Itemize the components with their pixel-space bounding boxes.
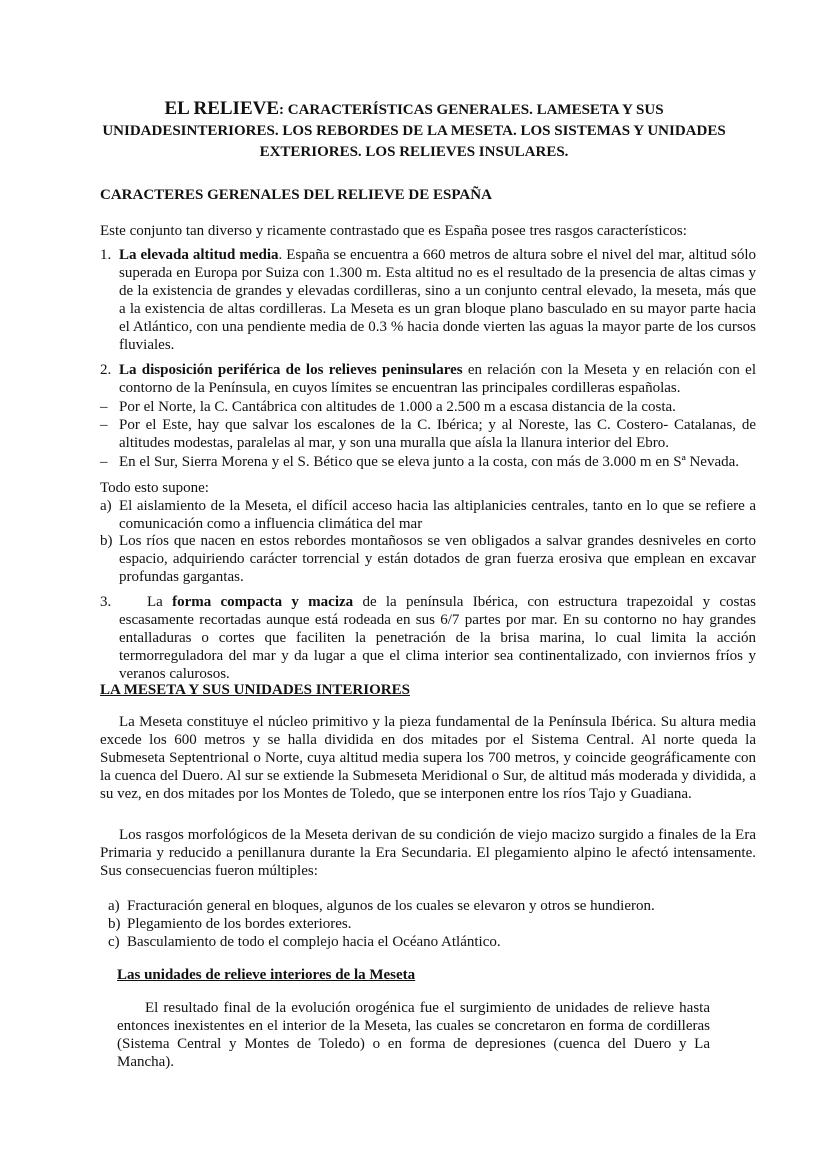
sub-item-text: Los ríos que nacen en estos rebordes montañosos se ven obligados a salvar grandes desniveles en corto espacio, adquiriendo carácter torrencial y están dotados de gran fuerza erosiva que emplean en excavar profundas gargantas. — [119, 533, 756, 585]
dash-item-text: Por el Norte, la C. Cantábrica con altitudes de 1.000 a 2.500 m a escasa distancia de la costa. — [119, 399, 676, 415]
list-item-text: . España se encuentra a 660 metros de altura sobre el nivel del mar, altitud sólo superada en Europa por Suiza con 1.300 m. Esta altitud no es el resultado de la presencia de altas cimas y de la existencia de grandes y elevadas cordilleras, sino a un conjunto central elevado, la meseta, más que a la existencia de altas cordilleras. La Meseta es un gran bloque plano basculado en su mayor parte hacia el Atlántico, con una pendiente media de 0.3 % hacia donde vierten las aguas la mayor parte de los cursos fluviales. — [119, 247, 756, 353]
list-item-text: de la península Ibérica, con estructura trapezoidal y costas escasamente recortadas aunque está rodeada en sus 6/7 partes por mar. En su contorno no hay grandes entalladuras o cortes que faciliten la penetración de la brisa marina, lo cual limita la acción termorreguladora del mar y da lugar a que el clima interior sea continentalizado, con inviernos fríos y veranos calurosos. — [119, 594, 756, 682]
section-heading-caracteres: CARACTERES GERENALES DEL RELIEVE DE ESPAÑA — [100, 187, 492, 203]
dash-marker: – — [100, 454, 108, 470]
document-title — [100, 98, 728, 163]
consequence-text: Basculamiento de todo el complejo hacia el Océano Atlántico. — [127, 934, 501, 950]
dash-marker: – — [100, 417, 108, 433]
list-item-lead: La — [147, 594, 173, 610]
todo-esto-supone: Todo esto supone: — [100, 480, 209, 496]
list-item-body — [119, 593, 756, 683]
list-item-body — [119, 246, 756, 354]
sub-item-text: El aislamiento de la Meseta, el difícil acceso hacia las altiplanicies centrales, tanto en lo que se refiere a comunicación como a influencia climática del mar — [119, 498, 756, 532]
intro-paragraph: Este conjunto tan diverso y ricamente contrastado que es España posee tres rasgos característicos: — [100, 223, 687, 239]
unidades-paragraph: El resultado final de la evolución orogénica fue el surgimiento de unidades de relieve hasta entonces inexistentes en el interior de la Meseta, las cuales se concretaron en forma de cordilleras (Sistema Central y Montes de Toledo) o en forma de depresiones (cuenca del Duero y La Mancha). — [117, 1000, 710, 1070]
meseta-paragraph-2: Los rasgos morfológicos de la Meseta derivan de su condición de viejo macizo surgido a finales de la Era Primaria y reducido a penillanura durante la Era Secundaria. El plegamiento alpino le afectó intensamente. Sus consecuencias fueron múltiples: — [100, 827, 756, 879]
dash-item-text: En el Sur, Sierra Morena y el S. Bético que se eleva junto a la costa, con más de 3.000 m en Sª Nevada. — [119, 454, 740, 470]
consequence-marker: c) — [108, 934, 120, 950]
title-lead: EL RELIEVE — [164, 98, 280, 119]
sub-marker: b) — [100, 533, 113, 549]
subheading-unidades: Las unidades de relieve interiores de la Meseta — [117, 967, 416, 983]
list-item-text: en relación con la Meseta y en relación con el contorno de la Península, en cuyos límites se encuentran las principales cordilleras españolas. — [119, 362, 756, 396]
list-marker: 3. — [100, 594, 112, 610]
list-marker: 2. — [100, 362, 112, 378]
meseta-paragraph-1: La Meseta constituye el núcleo primitivo y la pieza fundamental de la Península Ibérica. Su altura media excede los 600 metros y se halla dividida en dos mitades por el Sistema Central. Al norte queda la Submeseta Septentrional o Norte, cuya altitud media supera los 700 metros, y coincide geográficamente con la cuenca del Duero. Al sur se extiende la Submeseta Meridional o Sur, de altitud más moderada y dividida, a su vez, en dos mitades por los Montes de Toledo, que se interponen entre los ríos Tajo y Guadiana. — [100, 714, 756, 802]
list-marker: 1. — [100, 247, 112, 263]
consequence-text: Fracturación general en bloques, algunos de los cuales se elevaron y otros se hundieron. — [127, 898, 655, 914]
dash-item-text: Por el Este, hay que salvar los escalones de la C. Ibérica; y al Noreste, las C. Costero- Catalanas, de altitudes modestas, paralelas al mar, y son una muralla que aísla la llanura interior del Ebro. — [119, 417, 756, 451]
section-heading-meseta: LA MESETA Y SUS UNIDADES INTERIORES — [100, 682, 410, 698]
list-item-bold: La elevada altitud media — [119, 247, 279, 263]
list-item-bold: La disposición periférica de los relieves peninsulares — [119, 362, 463, 378]
consequence-marker: b) — [108, 916, 121, 932]
list-item-bold: forma compacta y maciza — [172, 594, 354, 610]
consequence-marker: a) — [108, 898, 120, 914]
title-rest: : CARACTERÍSTICAS GENERALES. LAMESETA Y SUS UNIDADESINTERIORES. LOS REBORDES DE LA MESETA. LOS SISTEMAS Y UNIDADES EXTERIORES. LOS RELIEVES INSULARES. — [102, 102, 726, 160]
dash-marker: – — [100, 399, 108, 415]
sub-marker: a) — [100, 498, 112, 514]
consequence-text: Plegamiento de los bordes exteriores. — [127, 916, 352, 932]
list-item-body — [119, 361, 756, 397]
